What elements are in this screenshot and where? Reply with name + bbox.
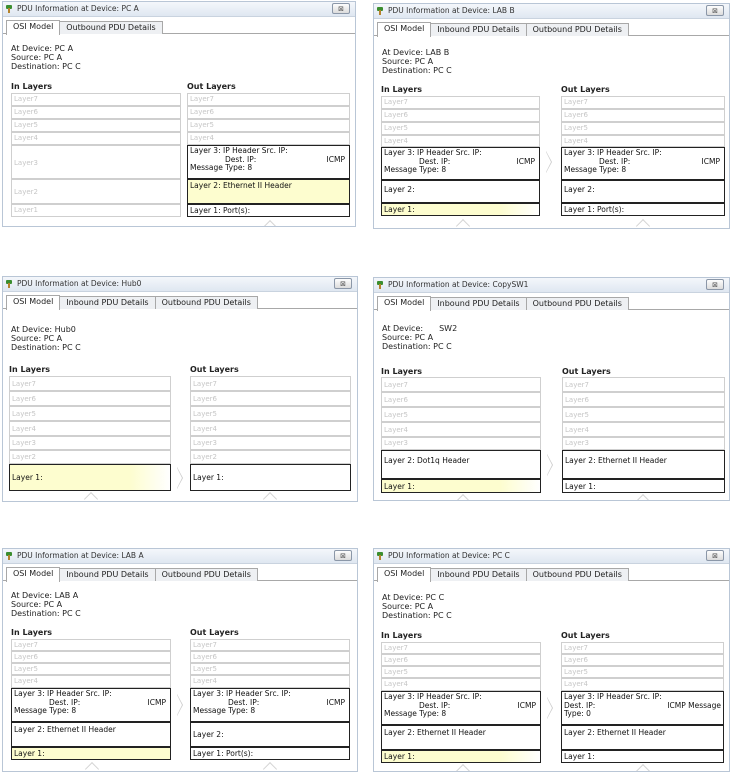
out-layers-heading: Out Layers	[190, 628, 239, 637]
arrow-right-icon	[547, 454, 553, 476]
destination-label: Destination: PC C	[11, 62, 81, 71]
device-info	[382, 48, 452, 75]
in-layer-3[interactable]: Layer3	[381, 437, 541, 450]
protocol-label: ICMP	[516, 156, 535, 166]
source-label: Source: PC A	[382, 333, 434, 342]
packet-tracer-logo-icon	[6, 552, 12, 560]
chevron-up-icon	[452, 493, 474, 501]
tab-outbound-pdu-details[interactable]: Outbound PDU Details	[526, 568, 629, 581]
dest-ip-label: Dest. IP:	[49, 697, 81, 707]
layer3-header-line: Layer 3: IP Header Src. IP:	[564, 692, 662, 701]
in-layer-6[interactable]: Layer6	[11, 106, 181, 119]
out-layers-heading: Out Layers	[190, 365, 239, 374]
protocol-label: ICMP	[326, 697, 345, 707]
out-layer-2[interactable]: Layer2	[190, 450, 351, 464]
device-name-value: SW2	[439, 324, 458, 333]
title-bar	[374, 4, 729, 19]
out-layer-6[interactable]: Layer6	[187, 106, 350, 119]
pdu-window-lab-a	[2, 548, 358, 772]
out-layer-6[interactable]: Layer6	[190, 651, 350, 663]
out-layer-5[interactable]: Layer5	[562, 407, 725, 422]
source-label: Source: PC A	[382, 602, 434, 611]
chevron-up-icon	[259, 491, 281, 499]
source-label: Source: PC A	[11, 600, 63, 609]
tab-bar	[374, 21, 729, 36]
in-layer-5[interactable]: Layer5	[381, 122, 540, 135]
layer3-header-line: Layer 3: IP Header Src. IP:	[14, 689, 112, 698]
in-layer-4[interactable]: Layer4	[381, 678, 541, 691]
out-layer-7[interactable]: Layer7	[562, 377, 725, 392]
dest-ip-label: Dest. IP:	[419, 700, 451, 710]
in-layer-6[interactable]: Layer6	[381, 654, 541, 666]
close-icon[interactable]: ⊠	[332, 3, 350, 14]
pdu-window-copysw1	[373, 277, 730, 501]
chevron-up-icon	[259, 219, 281, 227]
packet-tracer-logo-icon	[377, 552, 383, 560]
tab-bar	[374, 566, 729, 581]
out-layer-1[interactable]: Layer 1:	[190, 464, 351, 491]
in-layer-7[interactable]: Layer7	[381, 642, 541, 654]
in-layer-2[interactable]: Layer2	[11, 179, 181, 204]
window-title: PDU Information at Device: PC C	[388, 551, 510, 560]
dest-ip-label: Dest. IP:	[228, 697, 260, 707]
chevron-up-icon	[452, 218, 474, 226]
tab-osi-model[interactable]: OSI Model	[377, 22, 431, 37]
chevron-up-icon	[452, 763, 474, 771]
in-layers-heading: In Layers	[381, 367, 423, 376]
chevron-up-icon	[259, 761, 281, 769]
out-layer-3[interactable]	[190, 688, 350, 722]
in-layer-3[interactable]	[11, 688, 171, 722]
at-device-label: At Device: LAB A	[11, 591, 79, 600]
out-layer-7[interactable]: Layer7	[190, 376, 351, 391]
close-icon[interactable]: ⊠	[334, 550, 352, 561]
chevron-up-icon	[632, 218, 654, 226]
in-layer-1[interactable]: Layer 1:	[381, 750, 541, 763]
pdu-window-hub0	[2, 276, 358, 502]
at-device-label: At Device: PC A	[11, 44, 74, 53]
protocol-label: ICMP	[326, 154, 345, 164]
title-bar	[3, 2, 355, 17]
title-bar	[374, 278, 729, 293]
device-info	[382, 324, 457, 351]
out-layer-1[interactable]: Layer 1: Port(s):	[561, 203, 725, 216]
protocol-label: ICMP	[147, 697, 166, 707]
out-layers-heading: Out Layers	[561, 85, 610, 94]
layer3-header-line: Layer 3: IP Header Src. IP:	[190, 146, 288, 155]
out-layer-2[interactable]: Layer 2: Ethernet II Header	[562, 450, 725, 479]
tab-inbound-pdu-details[interactable]: Inbound PDU Details	[59, 296, 155, 309]
out-layers-heading: Out Layers	[187, 82, 236, 91]
pdu-window-pc-c	[373, 548, 730, 772]
dest-ip-label: Dest. IP:	[225, 154, 257, 164]
out-layer-4[interactable]: Layer4	[190, 421, 351, 436]
packet-tracer-logo-icon	[377, 7, 383, 15]
in-layers-heading: In Layers	[11, 82, 53, 91]
window-title: PDU Information at Device: PC A	[17, 4, 139, 13]
device-info	[382, 593, 452, 620]
close-icon[interactable]: ⊠	[706, 279, 724, 290]
device-info	[11, 591, 81, 618]
message-type-label: Message Type: 8	[193, 706, 256, 715]
at-device-label: At Device: LAB B	[382, 48, 450, 57]
out-layers-heading: Out Layers	[562, 367, 611, 376]
in-layer-5[interactable]: Layer5	[11, 663, 171, 675]
out-layer-1[interactable]: Layer 1:	[562, 479, 725, 493]
tab-osi-model[interactable]: OSI Model	[6, 295, 60, 310]
title-bar	[374, 549, 729, 564]
in-layer-5[interactable]: Layer5	[381, 666, 541, 678]
in-layer-2[interactable]: Layer2	[9, 450, 171, 464]
source-label: Source: PC A	[11, 334, 63, 343]
tab-outbound-pdu-details[interactable]: Outbound PDU Details	[526, 23, 629, 36]
out-layer-3[interactable]: Layer3	[190, 436, 351, 450]
layer3-header-line: Layer 3: IP Header Src. IP:	[384, 148, 482, 157]
tab-bar	[3, 566, 357, 581]
chevron-up-icon	[81, 761, 103, 769]
in-layer-2[interactable]: Layer 2: Ethernet II Header	[11, 722, 171, 747]
in-layer-6[interactable]: Layer6	[9, 391, 171, 406]
in-layer-1[interactable]: Layer 1:	[381, 203, 540, 216]
in-layer-4[interactable]: Layer4	[11, 675, 171, 688]
in-layer-3[interactable]: Layer3	[11, 145, 181, 179]
in-layer-6[interactable]: Layer6	[381, 392, 541, 407]
tab-inbound-pdu-details[interactable]: Inbound PDU Details	[59, 568, 155, 581]
destination-label: Destination: PC C	[11, 609, 81, 618]
in-layer-2[interactable]: Layer 2: Dot1q Header	[381, 450, 541, 479]
out-layer-4[interactable]: Layer4	[562, 422, 725, 437]
tab-bar	[374, 295, 729, 310]
chevron-up-icon	[80, 491, 102, 499]
tab-osi-model[interactable]: OSI Model	[377, 296, 431, 311]
in-layer-4[interactable]: Layer4	[9, 421, 171, 436]
out-layer-4[interactable]: Layer4	[190, 675, 350, 688]
in-layer-1[interactable]: Layer 1:	[11, 747, 171, 760]
layer3-header-line: Layer 3: IP Header Src. IP:	[193, 689, 291, 698]
title-bar	[3, 277, 357, 292]
in-layer-1[interactable]: Layer 1:	[9, 464, 171, 491]
in-layer-1[interactable]: Layer1	[11, 204, 181, 217]
tab-inbound-pdu-details[interactable]: Inbound PDU Details	[430, 297, 526, 310]
out-layer-2[interactable]: Layer 2:	[190, 722, 350, 747]
tab-bar	[3, 294, 357, 309]
in-layer-7[interactable]: Layer7	[11, 93, 181, 106]
out-layer-2[interactable]: Layer 2: Ethernet II Header	[561, 725, 724, 750]
in-layer-5[interactable]: Layer5	[11, 119, 181, 132]
tab-outbound-pdu-details[interactable]: Outbound PDU Details	[155, 568, 258, 581]
chevron-up-icon	[632, 763, 654, 771]
chevron-up-icon	[632, 493, 654, 501]
dest-ip-label: Dest. IP:	[599, 156, 631, 166]
in-layer-6[interactable]: Layer6	[11, 651, 171, 663]
packet-tracer-logo-icon	[6, 5, 12, 13]
out-layer-6[interactable]: Layer6	[562, 392, 725, 407]
in-layer-6[interactable]: Layer6	[381, 109, 540, 122]
message-type-label: Message Type: 8	[14, 706, 77, 715]
in-layer-7[interactable]: Layer7	[11, 639, 171, 651]
tab-osi-model[interactable]: OSI Model	[6, 20, 60, 35]
close-icon[interactable]: ⊠	[706, 550, 724, 561]
in-layer-7[interactable]: Layer7	[9, 376, 171, 391]
out-layer-5[interactable]: Layer5	[190, 406, 351, 421]
out-layer-7[interactable]: Layer7	[561, 642, 724, 654]
out-layer-7[interactable]: Layer7	[187, 93, 350, 106]
out-layers-heading: Out Layers	[561, 631, 610, 640]
close-icon[interactable]: ⊠	[706, 5, 724, 16]
out-layer-5[interactable]: Layer5	[561, 122, 725, 135]
tab-inbound-pdu-details[interactable]: Inbound PDU Details	[430, 23, 526, 36]
out-layer-3[interactable]	[561, 147, 725, 180]
destination-label: Destination: PC C	[382, 66, 452, 75]
out-layer-1[interactable]: Layer 1:	[561, 750, 724, 763]
out-layer-1[interactable]: Layer 1: Port(s):	[187, 204, 350, 217]
arrow-right-icon	[177, 694, 183, 716]
out-layer-4[interactable]: Layer4	[187, 132, 350, 145]
window-title: PDU Information at Device: CopySW1	[388, 280, 529, 289]
protocol-label: ICMP Message	[667, 700, 721, 710]
message-type-label: Message Type: 8	[564, 165, 627, 174]
arrow-right-icon	[546, 151, 552, 173]
tab-outbound-pdu-details[interactable]: Outbound PDU Details	[155, 296, 258, 309]
close-icon[interactable]: ⊠	[334, 278, 352, 289]
out-layer-6[interactable]: Layer6	[561, 654, 724, 666]
title-bar	[3, 549, 357, 564]
protocol-label: ICMP	[517, 700, 536, 710]
tab-osi-model[interactable]: OSI Model	[6, 567, 60, 582]
tab-bar	[3, 19, 355, 34]
in-layer-3[interactable]	[381, 691, 541, 725]
in-layer-7[interactable]: Layer7	[381, 377, 541, 392]
out-layer-6[interactable]: Layer6	[561, 109, 725, 122]
out-layer-2[interactable]: Layer 2: Ethernet II Header	[187, 179, 350, 204]
out-layer-3[interactable]: Layer3	[562, 437, 725, 450]
in-layer-1[interactable]: Layer 1:	[381, 479, 541, 493]
tab-osi-model[interactable]: OSI Model	[377, 567, 431, 582]
dest-ip-label: Dest. IP:	[564, 700, 596, 710]
out-layer-5[interactable]: Layer5	[190, 663, 350, 675]
at-device-label: At Device:	[382, 324, 424, 333]
out-layer-7[interactable]: Layer7	[190, 639, 350, 651]
out-layer-5[interactable]: Layer5	[561, 666, 724, 678]
protocol-label: ICMP	[701, 156, 720, 166]
out-layer-3[interactable]	[561, 691, 724, 725]
in-layer-3[interactable]: Layer3	[9, 436, 171, 450]
at-device-label: At Device: Hub0	[11, 325, 76, 334]
tab-outbound-pdu-details[interactable]: Outbound PDU Details	[59, 21, 162, 34]
destination-label: Destination: PC C	[382, 611, 452, 620]
layer3-header-line: Layer 3: IP Header Src. IP:	[384, 692, 482, 701]
in-layer-2[interactable]: Layer 2:	[381, 180, 540, 203]
in-layers-heading: In Layers	[381, 85, 423, 94]
message-type-label: Type: 0	[564, 709, 591, 718]
message-type-label: Message Type: 8	[384, 709, 447, 718]
out-layer-1[interactable]: Layer 1: Port(s):	[190, 747, 350, 760]
out-layer-2[interactable]: Layer 2:	[561, 180, 725, 203]
in-layer-4[interactable]: Layer4	[381, 135, 540, 147]
in-layer-5[interactable]: Layer5	[381, 407, 541, 422]
out-layer-6[interactable]: Layer6	[190, 391, 351, 406]
pdu-window-pc-a	[2, 1, 356, 227]
destination-label: Destination: PC C	[11, 343, 81, 352]
tab-outbound-pdu-details[interactable]: Outbound PDU Details	[526, 297, 629, 310]
window-title: PDU Information at Device: Hub0	[17, 279, 142, 288]
device-info	[11, 325, 81, 352]
message-type-label: Message Type: 8	[190, 163, 253, 172]
in-layer-2[interactable]: Layer 2: Ethernet II Header	[381, 725, 541, 750]
layer3-header-line: Layer 3: IP Header Src. IP:	[564, 148, 662, 157]
window-title: PDU Information at Device: LAB A	[17, 551, 144, 560]
packet-tracer-logo-icon	[6, 280, 12, 288]
in-layers-heading: In Layers	[11, 628, 53, 637]
in-layers-heading: In Layers	[381, 631, 423, 640]
out-layer-4[interactable]: Layer4	[561, 678, 724, 691]
destination-label: Destination: PC C	[382, 342, 452, 351]
source-label: Source: PC A	[11, 53, 63, 62]
in-layer-4[interactable]: Layer4	[11, 132, 181, 145]
at-device-label: At Device: PC C	[382, 593, 445, 602]
arrow-right-icon	[547, 697, 553, 719]
device-info	[11, 44, 81, 71]
message-type-label: Message Type: 8	[384, 165, 447, 174]
in-layer-3[interactable]	[381, 147, 540, 180]
in-layer-4[interactable]: Layer4	[381, 422, 541, 437]
out-layer-7[interactable]: Layer7	[561, 96, 725, 109]
in-layers-heading: In Layers	[9, 365, 51, 374]
arrow-right-icon	[177, 467, 183, 489]
pdu-window-lab-b	[373, 3, 730, 229]
dest-ip-label: Dest. IP:	[419, 156, 451, 166]
out-layer-3[interactable]	[187, 145, 350, 179]
tab-inbound-pdu-details[interactable]: Inbound PDU Details	[430, 568, 526, 581]
in-layer-7[interactable]: Layer7	[381, 96, 540, 109]
window-title: PDU Information at Device: LAB B	[388, 6, 515, 15]
packet-tracer-logo-icon	[377, 281, 383, 289]
in-layer-5[interactable]: Layer5	[9, 406, 171, 421]
out-layer-5[interactable]: Layer5	[187, 119, 350, 132]
source-label: Source: PC A	[382, 57, 434, 66]
out-layer-4[interactable]: Layer4	[561, 135, 725, 147]
